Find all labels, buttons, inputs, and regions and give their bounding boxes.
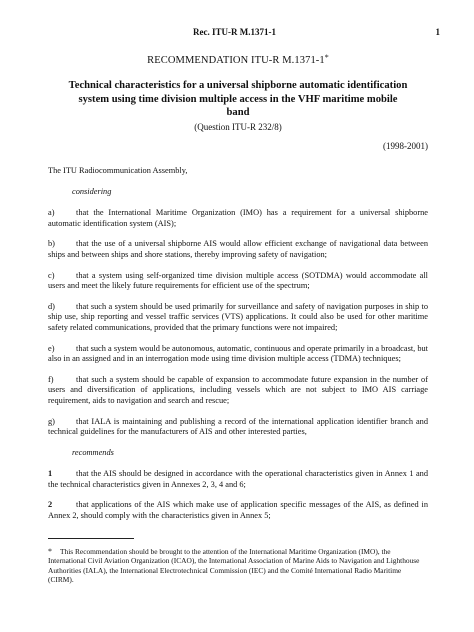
considering-item: f) that such a system should be capable of expansion to accommodate future expansion in the number of users and diversification of applications, including vessels which are not subject to IMO AIS carriage requirement, aids to navigation and search and rescue; — [48, 374, 428, 405]
document-subtitle: Technical characteristics for a universal shipborne automatic identification system using time division multiple access in the VHF maritime mobile band — [68, 80, 408, 118]
considering-item: g) that IALA is maintaining and publishing a record of the international application identifier branch and technical guidelines for the manufacturers of AIS and other interested parties, — [48, 416, 428, 437]
recommendation-title-text: RECOMMENDATION ITU-R M.1371-1 — [147, 55, 325, 66]
considering-item: a) that the International Maritime Organization (IMO) has a requirement for a universal shipborne automatic identification system (AIS); — [48, 208, 428, 228]
assembly-intro: The ITU Radiocommunication Assembly, — [48, 166, 188, 175]
footnote-text: This Recommendation should be brought to the attention of the International Maritime Organization (IMO), the International Civil Aviation Organization (ICAO), the International Association of Marine Aids to Navigation and Lighthouse Authorities (IALA), the International Electrotechnical Commission (IEC) and the Comité International Radio Maritime (CIRM). — [48, 547, 420, 585]
considering-item: e) that such a system would be autonomous, automatic, continuous and operate primarily in a broadcast, but also in an assigned and in an interrogation mode using time division multiple access (TDMA) techniques; — [48, 343, 428, 364]
considering-item: b) that the use of a universal shipborne AIS would allow efficient exchange of navigational data between ships and between ships and shore stations, thereby improving safety of navigation; — [48, 239, 428, 259]
recommendation-reference: Rec. ITU-R M.1371-1 — [193, 27, 276, 37]
recommends-heading: recommends — [72, 447, 114, 457]
revision-years: (1998-2001) — [383, 141, 428, 151]
question-reference: (Question ITU-R 232/8) — [194, 122, 282, 132]
title-footnote-mark: * — [324, 53, 329, 62]
recommends-item: 2 that applications of the AIS which make use of application specific messages of the AIS, as defined in Annex 2, should comply with the characteristics given in Annex 5; — [48, 500, 428, 521]
recommends-item: 1 that the AIS should be designed in accordance with the operational characteristics given in Annex 1 and the technical characteristics given in Annexes 2, 3, 4 and 6; — [48, 469, 428, 489]
considering-item: d) that such a system should be used primarily for surveillance and safety of navigation purposes in ship to ship use, ship reporting and vessel traffic services (VTS) applications. It could also be used for other maritime safety related communications, provided that the primary functions were not impaired; — [48, 301, 428, 332]
footnote-separator — [48, 538, 134, 539]
footnote — [48, 547, 428, 585]
considering-item: c) that a system using self-organized time division multiple access (SOTDMA) would accommodate all users and meet the likely future requirements for efficient use of the spectrum; — [48, 270, 428, 291]
recommendation-title — [48, 53, 428, 66]
document-body — [48, 166, 428, 532]
page-number: 1 — [435, 27, 440, 37]
footnote-mark: * — [48, 547, 52, 556]
considering-heading: considering — [72, 186, 112, 196]
